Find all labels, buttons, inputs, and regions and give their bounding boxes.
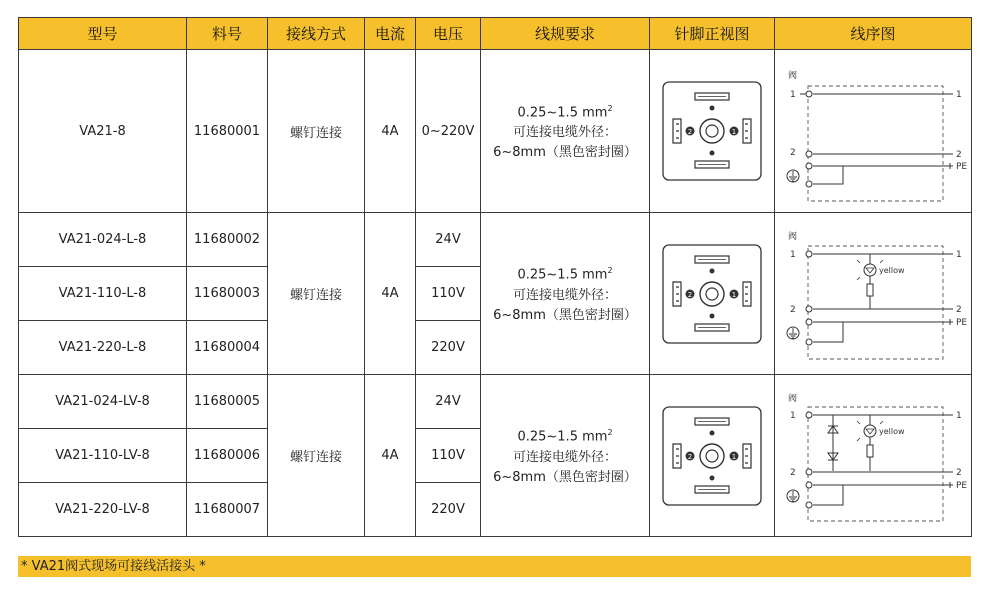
part-cell: 11680005 — [187, 375, 268, 429]
wiring-diagram-cell — [775, 375, 972, 537]
part-cell: 11680001 — [187, 50, 268, 213]
pin-view-diagram — [662, 244, 762, 344]
pin-label-2: 2 — [687, 452, 693, 461]
model-cell: VA21-220-L-8 — [19, 321, 187, 375]
wire-gauge: 0.25~1.5 mm — [517, 429, 608, 445]
pe-label: PE — [956, 317, 968, 328]
wiring-diagram-basic — [778, 56, 968, 206]
voltage-cell: 110V — [416, 429, 481, 483]
pin-view-cell — [650, 375, 775, 537]
connection-cell: 螺钉连接 — [268, 375, 365, 537]
table-row — [19, 375, 972, 429]
model-cell: VA21-8 — [19, 50, 187, 213]
wiring-diagram-cell — [775, 213, 972, 375]
wire-gauge: 0.25~1.5 mm — [517, 105, 608, 121]
pin-view-cell — [650, 213, 775, 375]
connection-cell: 螺钉连接 — [268, 50, 365, 213]
header-part: 料号 — [187, 18, 268, 50]
part-cell: 11680002 — [187, 213, 268, 267]
voltage-cell: 220V — [416, 483, 481, 537]
cable-od-value: 6~8mm（黑色密封圈） — [493, 307, 637, 323]
terminal-label-1-right: 1 — [956, 249, 962, 260]
current-cell: 4A — [365, 213, 416, 375]
header-voltage: 电压 — [416, 18, 481, 50]
wire-gauge: 0.25~1.5 mm — [517, 267, 608, 283]
wire-gauge-sup: 2 — [607, 428, 613, 438]
wire-gauge-sup: 2 — [607, 103, 613, 113]
voltage-cell: 24V — [416, 213, 481, 267]
cable-od-label: 可连接电缆外径： — [512, 125, 617, 141]
pin-view-cell — [650, 50, 775, 213]
cable-od-value: 6~8mm（黑色密封圈） — [493, 469, 637, 485]
terminal-label-2-right: 2 — [956, 304, 962, 315]
terminal-label-2-right: 2 — [956, 467, 962, 478]
table-row — [19, 50, 972, 213]
cable-od-value: 6~8mm（黑色密封圈） — [493, 145, 637, 161]
header-connection: 接线方式 — [268, 18, 365, 50]
model-cell: VA21-110-LV-8 — [19, 429, 187, 483]
wire-spec-cell — [481, 375, 650, 537]
voltage-cell: 110V — [416, 267, 481, 321]
pin-label-2: 2 — [687, 290, 693, 299]
terminal-label-2: 2 — [790, 148, 796, 158]
wiring-diagram-led-varistor — [778, 381, 968, 531]
model-cell: VA21-024-L-8 — [19, 213, 187, 267]
terminal-label-1-right: 1 — [956, 410, 962, 421]
valve-label: 阀 — [788, 393, 798, 404]
wire-spec-cell — [481, 213, 650, 375]
pin-label-1: 1 — [731, 128, 737, 136]
current-cell: 4A — [365, 50, 416, 213]
valve-label: 阀 — [788, 71, 798, 81]
part-cell: 11680004 — [187, 321, 268, 375]
pin-view-diagram-no-pe — [662, 406, 762, 506]
pin-view-diagram — [662, 81, 762, 181]
wire-gauge-sup: 2 — [607, 266, 613, 276]
model-cell: VA21-024-LV-8 — [19, 375, 187, 429]
model-cell: VA21-110-L-8 — [19, 267, 187, 321]
pin-label-1: 1 — [731, 290, 737, 299]
header-model: 型号 — [19, 18, 187, 50]
spec-table — [18, 17, 972, 537]
terminal-label-2: 2 — [790, 304, 796, 315]
terminal-label-1-right: 1 — [956, 90, 962, 100]
cable-od-label: 可连接电缆外径： — [512, 287, 617, 303]
terminal-label-1: 1 — [790, 90, 796, 100]
current-cell: 4A — [365, 375, 416, 537]
part-cell: 11680006 — [187, 429, 268, 483]
terminal-label-1: 1 — [790, 410, 796, 421]
pin-label-1: 1 — [731, 452, 737, 461]
header-row — [19, 18, 972, 50]
wire-spec-cell — [481, 50, 650, 213]
part-cell: 11680007 — [187, 483, 268, 537]
pe-label: PE — [956, 162, 968, 172]
led-color-label: yellow — [879, 265, 905, 275]
header-wiring-diagram: 线序图 — [775, 18, 972, 50]
header-wire-spec: 线规要求 — [481, 18, 650, 50]
led-color-label: yellow — [879, 426, 905, 436]
header-current: 电流 — [365, 18, 416, 50]
footer-note: * VA21阀式现场可接线活接头 * — [18, 556, 971, 577]
pin-label-2: 2 — [687, 128, 693, 136]
terminal-label-1: 1 — [790, 249, 796, 260]
part-cell: 11680003 — [187, 267, 268, 321]
pe-label: PE — [956, 480, 968, 491]
voltage-cell: 220V — [416, 321, 481, 375]
valve-label: 阀 — [788, 231, 798, 242]
wiring-diagram-led — [778, 219, 968, 369]
terminal-label-2: 2 — [790, 467, 796, 478]
table-row — [19, 213, 972, 267]
voltage-cell: 24V — [416, 375, 481, 429]
terminal-label-2-right: 2 — [956, 150, 962, 160]
wiring-diagram-cell — [775, 50, 972, 213]
header-pin-view: 针脚正视图 — [650, 18, 775, 50]
voltage-cell: 0~220V — [416, 50, 481, 213]
cable-od-label: 可连接电缆外径： — [512, 449, 617, 465]
connection-cell: 螺钉连接 — [268, 213, 365, 375]
model-cell: VA21-220-LV-8 — [19, 483, 187, 537]
